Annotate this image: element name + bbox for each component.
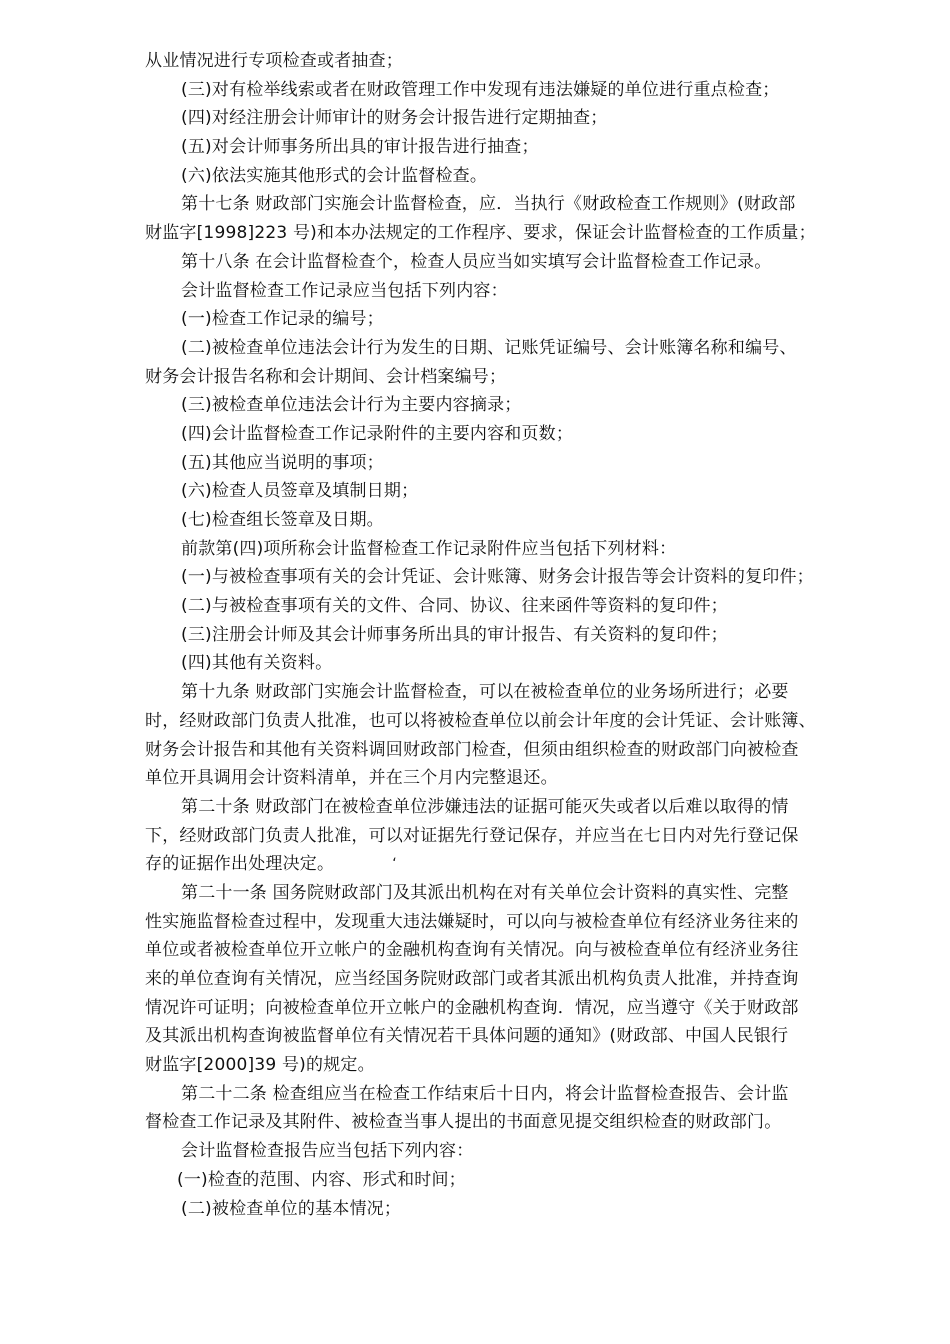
text-line xyxy=(145,592,890,621)
text-line-content: (二)被检查单位违法会计行为发生的日期、记账凭证编号、会计账簿名称和编号、 xyxy=(181,337,797,358)
text-line xyxy=(145,621,890,650)
text-line-content: (三)注册会计师及其会计师事务所出具的审计报告、有关资料的复印件； xyxy=(181,624,728,645)
text-line xyxy=(145,76,890,105)
text-line xyxy=(145,678,890,707)
text-line xyxy=(145,1080,890,1109)
text-line-content: 财务会计报告名称和会计期间、会计档案编号； xyxy=(145,366,507,387)
document-body xyxy=(145,47,890,1223)
text-line-content: (二)被检查单位的基本情况； xyxy=(181,1198,402,1219)
text-line xyxy=(145,707,890,736)
text-line xyxy=(145,936,890,965)
text-line-content: (一)检查工作记录的编号； xyxy=(181,309,384,330)
text-line-content: (三)被检查单位违法会计行为主要内容摘录； xyxy=(181,395,522,416)
text-line xyxy=(145,1108,890,1137)
text-line-content: 财监字[1998]223 号)和本办法规定的工作程序、要求，保证会计监督检查的工作质量； xyxy=(145,223,816,244)
text-line xyxy=(145,1022,890,1051)
text-line xyxy=(145,649,890,678)
text-line-content: 从业情况进行专项检查或者抽查； xyxy=(145,51,403,71)
text-line-content: 及其派出机构查询被监督单位有关情况若干具体问题的通知》(财政部、中国人民银行 xyxy=(145,1026,789,1047)
text-line-content: 时，经财政部门负责人批准，也可以将被检查单位以前会计年度的会计凭证、会计账簿、 xyxy=(145,710,816,731)
text-line-content: 存的证据作出处理决定。 xyxy=(145,854,335,875)
text-line xyxy=(145,363,890,392)
text-line-content: (四)对经注册会计师审计的财务会计报告进行定期抽查； xyxy=(181,108,608,129)
text-line xyxy=(145,908,890,937)
text-line-content: 财监字[2000]39 号)的规定。 xyxy=(145,1055,375,1076)
text-line-content: 会计监督检查报告应当包括下列内容： xyxy=(181,1141,474,1162)
text-line xyxy=(145,535,890,564)
text-line xyxy=(145,793,890,822)
text-line xyxy=(145,879,890,908)
text-line-content: 下，经财政部门负责人批准，可以对证据先行登记保存，并应当在七日内对先行登记保 xyxy=(145,825,799,846)
text-line-content: 会计监督检查工作记录应当包括下列内容： xyxy=(181,280,508,301)
text-line-content: (六)检查人员签章及填制日期； xyxy=(181,481,419,502)
text-line xyxy=(145,277,890,306)
text-line xyxy=(145,1137,890,1166)
text-line xyxy=(145,248,890,277)
text-line xyxy=(145,1195,890,1224)
text-line-content: (三)对有检举线索或者在财政管理工作中发现有违法嫌疑的单位进行重点检查； xyxy=(181,79,780,100)
text-line xyxy=(145,162,890,191)
text-line-content: (四)会计监督检查工作记录附件的主要内容和页数； xyxy=(181,423,574,444)
text-line-content: 财务会计报告和其他有关资料调回财政部门检查，但须由组织检查的财政部门向被检查 xyxy=(145,739,799,760)
text-line xyxy=(145,994,890,1023)
text-line xyxy=(145,334,890,363)
text-line xyxy=(145,449,890,478)
text-line xyxy=(145,736,890,765)
text-line xyxy=(145,104,890,133)
text-line xyxy=(145,420,890,449)
text-line-content: 第二十二条 检查组应当在检查工作结束后十日内，将会计监督检查报告、会计监 xyxy=(181,1083,789,1104)
text-line xyxy=(145,391,890,420)
text-line xyxy=(145,1051,890,1080)
text-line-content: 前款第(四)项所称会计监督检查工作记录附件应当包括下列材料： xyxy=(181,538,677,559)
text-line-content: (六)依法实施其他形式的会计监督检查。 xyxy=(181,165,488,186)
text-line xyxy=(145,822,890,851)
text-line-content: 第十七条 财政部门实施会计监督检查，应．当执行《财政检查工作规则》(财政部 xyxy=(181,194,796,215)
text-line-content: (五)其他应当说明的事项； xyxy=(181,452,384,473)
text-line xyxy=(145,563,890,592)
text-line-content: (二)与被检查事项有关的文件、合同、协议、往来函件等资料的复印件； xyxy=(181,596,728,617)
text-line-content: 单位或者被检查单位开立帐户的金融机构查询有关情况。向与被检查单位有经济业务往 xyxy=(145,940,799,961)
text-line-content: 情况许可证明；向被检查单位开立帐户的金融机构查询．情况，应当遵守《关于财政部 xyxy=(145,997,799,1018)
text-line-content: (七)检查组长签章及日期。 xyxy=(181,510,384,530)
text-line-content: 督检查工作记录及其附件、被检查当事人提出的书面意见提交组织检查的财政部门。 xyxy=(145,1112,782,1133)
text-line-content: (四)其他有关资料。 xyxy=(181,653,333,674)
text-line xyxy=(145,965,890,994)
text-line-content: 第十八条 在会计监督检查个，检查人员应当如实填写会计监督检查工作记录。 xyxy=(181,251,772,272)
text-line xyxy=(145,190,890,219)
text-line xyxy=(145,764,890,793)
text-line-content: (一)检查的范围、内容、形式和时间； xyxy=(177,1169,466,1190)
text-line-content: 来的单位查询有关情况，应当经国务院财政部门或者其派出机构负责人批准，并持查询 xyxy=(145,969,799,989)
text-line-content: 单位开具调用会计资料清单，并在三个月内完整退还。 xyxy=(145,768,558,789)
text-line-content: (五)对会计师事务所出具的审计报告进行抽查； xyxy=(181,137,539,158)
text-line-content: (一)与被检查事项有关的会计凭证、会计账簿、财务会计报告等会计资料的复印件； xyxy=(181,567,814,588)
text-line xyxy=(145,506,890,535)
text-line-content: 性实施监督检查过程中，发现重大违法嫌疑时，可以向与被检查单位有经济业务往来的 xyxy=(145,911,799,932)
text-line xyxy=(145,477,890,506)
text-line-content: 第二十一条 国务院财政部门及其派出机构在对有关单位会计资料的真实性、完整 xyxy=(181,882,789,903)
stray-mark: ‘ xyxy=(392,856,397,873)
text-line xyxy=(145,219,890,248)
text-line xyxy=(145,133,890,162)
text-line xyxy=(145,305,890,334)
text-line xyxy=(145,1166,890,1195)
text-line-content: 第二十条 财政部门在被检查单位涉嫌违法的证据可能灭失或者以后难以取得的情 xyxy=(181,796,789,817)
text-line xyxy=(145,850,890,879)
text-line-content: 第十九条 财政部门实施会计监督检查，可以在被检查单位的业务场所进行；必要 xyxy=(181,682,789,703)
text-line xyxy=(145,47,890,76)
